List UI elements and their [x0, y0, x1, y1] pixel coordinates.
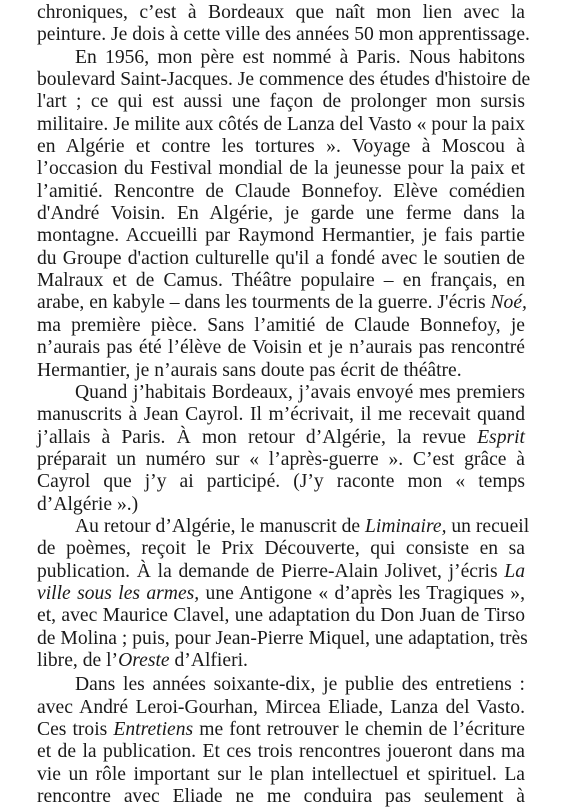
text-line: libre, de l’Oreste d’Alfieri.	[37, 649, 248, 671]
text-line: et, avec Maurice Clavel, une adaptation du Don Juan de Tirso	[37, 605, 525, 627]
text-line: d'André Voisin. En Algérie, je garde une ferme dans la	[37, 203, 525, 225]
text-line: j’allais à Paris. À mon retour d’Algérie, la revue Esprit	[37, 426, 525, 448]
text-line: Malraux et de Camus. Théâtre populaire – en français, en	[37, 270, 525, 292]
text-line: l'art ; ce qui est aussi une façon de prolonger mon sursis	[37, 91, 525, 113]
text-line: militaire. Je milite aux côtés de Lanza del Vasto « pour la paix	[37, 113, 525, 135]
text-line: chroniques, c’est à Bordeaux que naît mon lien avec la	[37, 2, 525, 23]
text-line: boulevard Saint-Jacques. Je commence des études d'histoire de	[37, 69, 531, 91]
text-line: Cayrol que j’y ai participé. (J’y raconte mon « temps	[37, 471, 525, 493]
text-line: ma première pièce. Sans l’amitié de Claude Bonnefoy, je	[37, 314, 525, 336]
text-line: arabe, en kabyle – dans les tourments de la guerre. J'écris Noé,	[37, 292, 527, 314]
text-line: n’aurais pas été l’élève de Voisin et je n’aurais pas rencontré	[37, 337, 525, 359]
text-line: publication. À la demande de Pierre-Alain Jolivet, j’écris La	[37, 560, 525, 582]
text-line: Hermantier, je n’aurais sans doute pas écrit de théâtre.	[37, 359, 462, 381]
text-line: vie un rôle important sur le plan intellectuel et spirituel. La	[37, 763, 525, 785]
text-line: avec André Leroi-Gourhan, Mircea Eliade, Lanza del Vasto.	[37, 696, 525, 718]
text-line: de Molina ; puis, pour Jean-Pierre Miquel, une adaptation, très	[37, 627, 528, 649]
text-line: d’Algérie ».)	[37, 493, 139, 515]
text-line: l’occasion du Festival mondial de la jeunesse pour la paix et	[37, 158, 525, 180]
text-line: En 1956, mon père est nommé à Paris. Nous habitons	[75, 46, 525, 68]
text-line: ville sous les armes, une Antigone « d’après les Tragiques »,	[37, 582, 525, 604]
text-line: de poèmes, reçoit le Prix Découverte, qui consiste en sa	[37, 538, 525, 560]
text-line: rencontre avec Eliade ne me conduira pas seulement à	[37, 786, 525, 808]
text-line: et de la publication. Et ces trois rencontres joueront dans ma	[37, 741, 525, 763]
text-line: peinture. Je dois à cette ville des années 50 mon apprentissage.	[37, 24, 530, 46]
text-line: Au retour d’Algérie, le manuscrit de Liminaire, un recueil	[75, 515, 530, 537]
text-line: montagne. Accueilli par Raymond Hermantier, je fais partie	[37, 225, 525, 247]
text-line: manuscrits à Jean Cayrol. Il m’écrivait, il me recevait quand	[37, 404, 525, 426]
text-line: du Groupe d'action culturelle qu'il a fondé avec le soutien de	[37, 247, 525, 269]
text-line: Ces trois Entretiens me font retrouver le chemin de l’écriture	[37, 719, 525, 740]
text-line: préparait un numéro sur « l’après-guerre ». C’est grâce à	[37, 448, 525, 470]
text-line: en Algérie et contre les tortures ». Voyage à Moscou à	[37, 136, 525, 158]
text-line: Quand j’habitais Bordeaux, j’avais envoyé mes premiers	[75, 381, 525, 403]
document-page	[37, 2, 531, 808]
text-line: l’amitié. Rencontre de Claude Bonnefoy. Elève comédien	[37, 180, 525, 202]
text-line: Dans les années soixante-dix, je publie des entretiens :	[75, 674, 525, 696]
